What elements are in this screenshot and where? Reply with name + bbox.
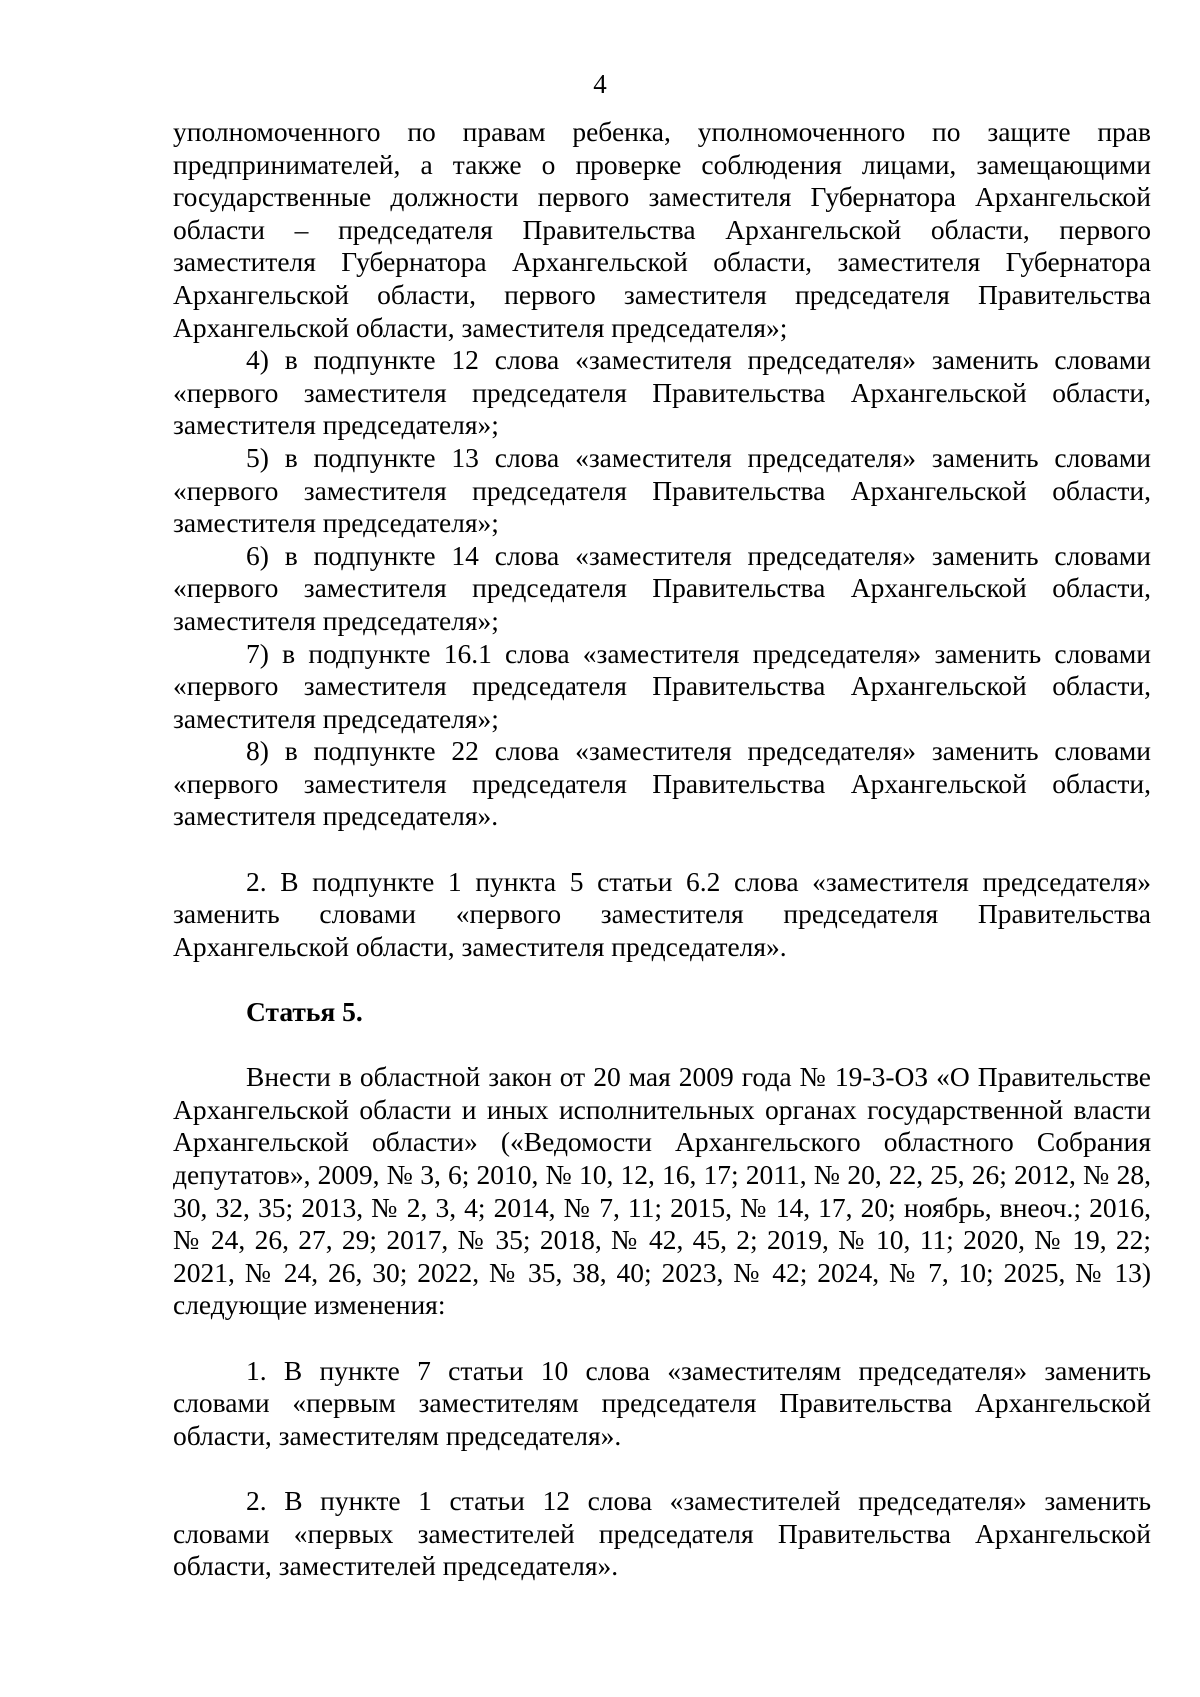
page-number: 4 (593, 69, 607, 99)
paragraph-continuation: уполномоченного по правам ребенка, уполномоченного по защите прав предпринимателей, а также о проверке соблюдения лицами, замещающими государственные должности первого заместителя Губернатора Архангельской области – председателя Правительства Архангельской области, первого заместителя Губернатора Архангельской области, заместителя Губернатора Архангельской области, первого заместителя председателя Правительства Архангельской области, заместителя председателя»; (173, 116, 1151, 343)
paragraph-article-intro: Внести в областной закон от 20 мая 2009 года № 19-3-ОЗ «О Правительстве Архангельской области и иных исполнительных органах государственной власти Архангельской области» («Ведомости Архангельского областного Собрания депутатов», 2009, № 3, 6; 2010, № 10, 12, 16, 17; 2011, № 20, 22, 25, 26; 2012, № 28, 30, 32, 35; 2013, № 2, 3, 4; 2014, № 7, 11; 2015, № 14, 17, 20; ноябрь, внеоч.; 2016, № 24, 26, 27, 29; 2017, № 35; 2018, № 42, 45, 2; 2019, № 10, 11; 2020, № 19, 22; 2021, № 24, 26, 30; 2022, № 35, 38, 40; 2023, № 42; 2024, № 7, 10; 2025, № 13) следующие изменения: (173, 1061, 1151, 1321)
paragraph-article-point-1: 1. В пункте 7 статьи 10 слова «заместителям председателя» заменить словами «первым заместителям председателя Правительства Архангельской области, заместителям председателя». (173, 1354, 1151, 1451)
paragraph-item-7: 7) в подпункте 16.1 слова «заместителя председателя» заменить словами «первого заместителя председателя Правительства Архангельской области, заместителя председателя»; (173, 637, 1151, 734)
spacer (173, 963, 1151, 996)
document-body (173, 116, 1151, 1583)
paragraph-item-5: 5) в подпункте 13 слова «заместителя председателя» заменить словами «первого заместителя председателя Правительства Архангельской области, заместителя председателя»; (173, 441, 1151, 539)
spacer (173, 833, 1151, 866)
spacer (173, 1029, 1151, 1062)
spacer (173, 1452, 1151, 1485)
paragraph-item-6: 6) в подпункте 14 слова «заместителя председателя» заменить словами «первого заместителя председателя Правительства Архангельской области, заместителя председателя»; (173, 539, 1151, 636)
paragraph-item-4: 4) в подпункте 12 слова «заместителя председателя» заменить словами «первого заместителя председателя Правительства Архангельской области, заместителя председателя»; (173, 344, 1151, 441)
paragraph-item-8: 8) в подпункте 22 слова «заместителя председателя» заменить словами «первого заместителя председателя Правительства Архангельской области, заместителя председателя». (173, 735, 1151, 832)
paragraph-article-point-2: 2. В пункте 1 статьи 12 слова «заместителей председателя» заменить словами «первых заместителей председателя Правительства Архангельской области, заместителей председателя». (173, 1484, 1151, 1582)
article-heading: Статья 5. (246, 996, 363, 1028)
spacer (173, 1322, 1151, 1355)
paragraph-point-2: 2. В подпункте 1 пункта 5 статьи 6.2 слова «заместителя председателя» заменить словами «первого заместителя председателя Правительства Архангельской области, заместителя председателя». (173, 865, 1151, 962)
